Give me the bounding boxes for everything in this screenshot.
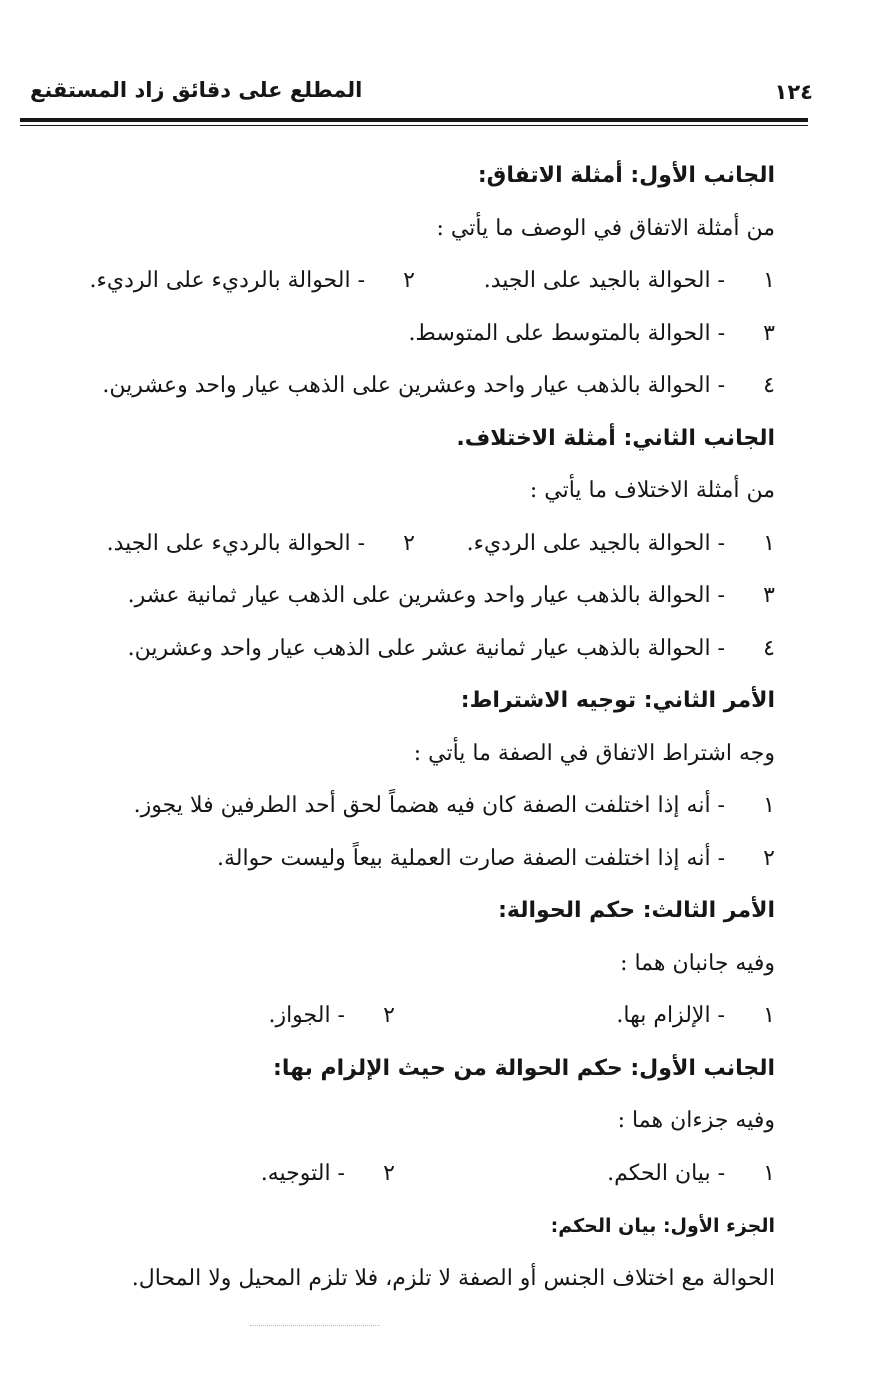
paragraph-line: من أمثلة الاتفاق في الوصف ما يأتي :: [436, 215, 775, 241]
list-text: - الحوالة بالذهب عيار ثمانية عشر على الذهب عيار واحد وعشرين.: [127, 635, 725, 661]
header-rule-thick: [20, 118, 808, 122]
list-number: ٤: [763, 373, 775, 398]
list-number: ١: [763, 793, 775, 818]
section-heading: الجانب الأول: أمثلة الاتفاق:: [477, 163, 775, 188]
list-number: ٤: [763, 635, 775, 661]
body-text: [70, 150, 775, 1305]
page-number: ١٢٤: [774, 80, 813, 104]
paragraph-line: وجه اشتراط الاتفاق في الصفة ما يأتي :: [413, 740, 775, 766]
list-item: [70, 360, 775, 413]
section-heading: الأمر الثاني: توجيه الاشتراط:: [460, 688, 775, 713]
list-item: [70, 570, 775, 623]
list-text: - الجواز.: [268, 1003, 345, 1028]
paragraph-line: من أمثلة الاختلاف ما يأتي :: [529, 478, 775, 503]
list-number: ١: [763, 530, 775, 556]
subsection-heading: الجزء الأول: بيان الحكم:: [550, 1215, 775, 1237]
list-item: [70, 308, 775, 361]
list-item-pair: [70, 990, 775, 1043]
section-heading: الجانب الأول: حكم الحوالة من حيث الإلزام بها:: [273, 1055, 775, 1081]
list-text: - الحوالة بالجيد على الجيد.: [483, 268, 725, 293]
list-text: - الحوالة بالجيد على الرديء.: [466, 530, 725, 556]
list-number: ٢: [403, 268, 415, 293]
list-text: - التوجيه.: [260, 1160, 345, 1186]
list-item-pair: [70, 1148, 775, 1201]
list-text: - أنه إذا اختلفت الصفة صارت العملية بيعاً وليست حوالة.: [216, 845, 725, 871]
list-item-pair: [70, 255, 775, 308]
page-bottom-mark: [250, 1325, 380, 1327]
paragraph-line: وفيه جزءان هما :: [617, 1108, 775, 1133]
paragraph-line: وفيه جانبان هما :: [620, 950, 775, 976]
list-text: - الإلزام بها.: [616, 1003, 725, 1028]
list-number: ٢: [383, 1003, 395, 1028]
list-text: - الحوالة بالرديء على الرديء.: [89, 268, 365, 293]
list-number: ٢: [383, 1160, 395, 1186]
list-number: ٣: [763, 320, 775, 346]
list-number: ١: [763, 268, 775, 293]
list-text: - الحوالة بالرديء على الجيد.: [106, 530, 365, 556]
running-title: المطلع على دقائق زاد المستقنع: [30, 78, 363, 102]
list-number: ١: [763, 1160, 775, 1186]
list-text: - أنه إذا اختلفت الصفة كان فيه هضماً لحق أحد الطرفين فلا يجوز.: [133, 793, 725, 818]
list-number: ٢: [763, 845, 775, 871]
list-item-pair: [70, 518, 775, 571]
list-item: [70, 833, 775, 886]
list-text: - بيان الحكم.: [607, 1160, 725, 1186]
list-text: - الحوالة بالمتوسط على المتوسط.: [408, 320, 725, 346]
section-heading: الجانب الثاني: أمثلة الاختلاف.: [456, 425, 775, 451]
list-number: ١: [763, 1003, 775, 1028]
header-rule-thin: [20, 125, 808, 126]
paragraph-line: الحوالة مع اختلاف الجنس أو الصفة لا تلزم، فلا تلزم المحيل ولا المحال.: [131, 1265, 775, 1291]
list-text: - الحوالة بالذهب عيار واحد وعشرين على الذهب عيار ثمانية عشر.: [127, 583, 725, 608]
page-header: [20, 78, 813, 118]
list-number: ٣: [763, 583, 775, 608]
list-item: [70, 623, 775, 676]
list-number: ٢: [403, 530, 415, 556]
list-text: - الحوالة بالذهب عيار واحد وعشرين على الذهب عيار واحد وعشرين.: [102, 373, 725, 398]
list-item: [70, 780, 775, 833]
section-heading: الأمر الثالث: حكم الحوالة:: [498, 898, 775, 923]
